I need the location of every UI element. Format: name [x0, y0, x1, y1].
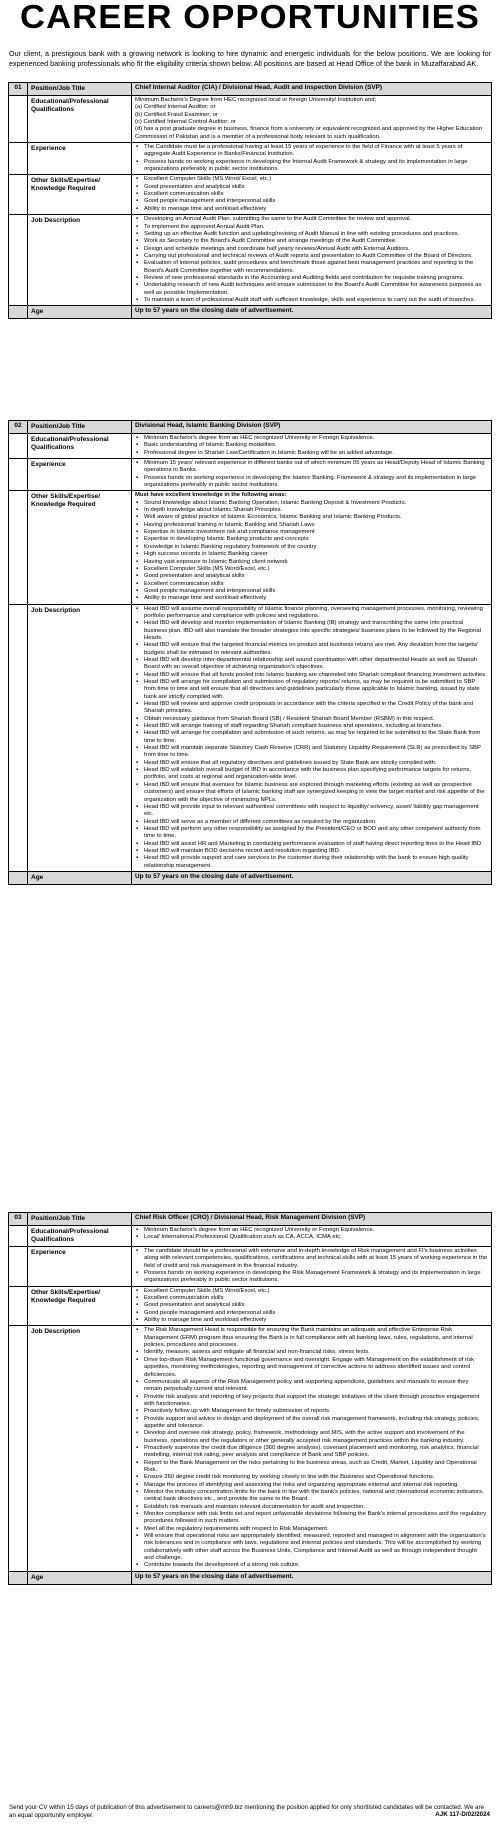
- bullet-item: ▪ Ability to manage time and workload effectively: [144, 206, 488, 213]
- bullet-item: ▪ Provide support and advice in design and deployment of the overall risk management framework, including risk strategy, policies, appetite and tolerance.: [144, 1416, 488, 1431]
- bullet-item: ▪ The candidate should be a professional with extensive and in-depth knowledge of Risk management and FI's business activities along with relevant competencies, qualifications, certifications and technical skills with at least 15 years of working experience in the field of credit and risk management in the financial industry.: [144, 1248, 488, 1270]
- education-row-value: [132, 434, 491, 458]
- bullet-item: ▪ Evaluation of internal policies, audit procedures and benchmark those against best management practices and reporting to the Board's Audit Committee together with recommendations.: [144, 260, 488, 275]
- education-row-label: Educational/Professional Qualifications: [28, 1226, 132, 1246]
- education-row-value: [132, 96, 491, 142]
- bullet-item: ▪ Possess hands on working experience in developing the Islamic Banking. Framework & strategy and its implementation in large organizations preferably in public sector institutions.: [144, 475, 488, 490]
- bullet-item: ▪ Head IBD will review and approve credit proposals in accordance with the criteria specified in the Credit Policy of the bank and Shariah principles.: [144, 701, 488, 716]
- other-skills-row: [8, 175, 492, 215]
- bullet-item: ▪ The Risk Management Head is responsible for ensuring the Bank maintains an adequate and effective Enterprise Risk Management (ERM) program thus ensuring the Bank is in full compliance with all banking laws, rules, regulations, and internal policies, procedures and processes.: [144, 1327, 488, 1349]
- bullet-item: ▪ Head IBD will arrange training of staff regarding Shariah compliant business and operations, including at branches.: [144, 723, 488, 730]
- bullet-item: ▪ Manage the process of identifying and assessing the risks and organizing appropriate external and internal risk reporting.: [144, 1482, 488, 1489]
- bullet-item: ▪ Meet all the regulatory requirements with respect to Risk Management.: [144, 1526, 488, 1533]
- other-skills-row-value: [132, 1287, 491, 1326]
- job-description-row-value: [132, 215, 491, 305]
- job-description-row: [8, 1326, 492, 1571]
- other-skills-heading: Must have excellent knowledge in the following areas:: [135, 492, 287, 499]
- experience-row-value: [132, 1247, 491, 1286]
- bullet-item: ▪ The Candidate must be a professional having at least 15 years of experience in the field of Finance with at least 5 years of aggregate Audit Experience in Banks/Financial Institution.: [144, 144, 488, 159]
- experience-row-label: Experience: [28, 143, 132, 174]
- text-line: (a) Certified Internal Auditor; or: [135, 104, 216, 111]
- education-row-value: [132, 1226, 491, 1246]
- education-row-label: Educational/Professional Qualifications: [28, 434, 132, 458]
- experience-row-label: Experience: [28, 1247, 132, 1286]
- bullet-item: ▪ Review of new professional standards in the Accounting and Auditing fields and contribution for requisite training programs.: [144, 275, 488, 282]
- bullet-item: ▪ Sound knowledge about Islamic Banking Operation, Islamic Banking Deposit & Investment Products.: [144, 500, 488, 507]
- bullet-item: ▪ Expertise in Islamic investment risk and compliance management: [144, 529, 488, 536]
- bullet-item: ▪ Head IBD will develop and monitor implementation of Islamic Banking (IB) strategy and transcribing the same into practical business plan. IBD will also translate the broader strategies into specific strategies/ business plans to be followed by the Regional Heads.: [144, 620, 488, 642]
- bullet-item: ▪ Contribute towards the development of a strong risk culture.: [144, 1562, 488, 1569]
- experience-row-num: [9, 1247, 28, 1286]
- experience-row-label: Experience: [28, 459, 132, 490]
- bullet-item: ▪ Head IBD will assist HR and Marketing in conducting performance evaluation of staff having direct reporting lines to the Head IBD: [144, 841, 488, 848]
- bullet-item: ▪ Well aware of global practice of Islamic Economics, Islamic Banking and Islamic Banking Products.: [144, 514, 488, 521]
- bullet-item: ▪ Report to the Bank Management on the risks pertaining to the business areas, such as Credit, Market, Liquidity and Operational Risk.: [144, 1460, 488, 1475]
- experience-row: [8, 143, 492, 175]
- bullet-item: ▪ Excellent communication skills: [144, 1295, 488, 1302]
- bullet-item: ▪ Good presentation and analytical skills: [144, 184, 488, 191]
- job-description-row-label: Job Description: [28, 605, 132, 871]
- text-line: (d) has a post graduate degree in business, finance from a university or equivalent recognized and approved by the Higher Education Commission of Pakistan and is a member of a professional body relevant to such qualification.: [135, 126, 483, 140]
- experience-row-value: [132, 143, 491, 174]
- bullet-item: ▪ Head IBD will maintain BOD decisions record and resolution regarding IBD.: [144, 848, 488, 855]
- bullet-item: ▪ Proactively supervise the credit due diligence (360 degree analysis), covenant placement and monitoring, risk analytics, financial modelling, internal risk rating, peer analysis and compliance of Bank and SBP policies.: [144, 1445, 488, 1460]
- education-row: [8, 434, 492, 459]
- bullet-item: ▪ Head IBD will provide support and care services to the customer during their relationship with the bank to ensure high quality relationship management.: [144, 855, 488, 870]
- experience-row: [8, 1247, 492, 1287]
- bullet-item: ▪ Head IBD will arrange for compilation and submission of such returns, as may be required to be submitted to the State Bank from time to time.: [144, 730, 488, 745]
- text-line: (c) Certified Internal Control Auditor; or: [135, 119, 236, 126]
- bullet-item: ▪ Will ensure that operational risks are appropriately identified, measured, reported and managed in alignment with the organization's risk tolerances and in compliance with laws, regulations and internal policies and standards. This will be accomplished by working collaboratively with other staff across the Business Units, Compliance and Internal Audit as well as through independent thought and challenge.: [144, 1533, 488, 1562]
- bullet-item: ▪ Good people management and interpersonal skills: [144, 1310, 488, 1317]
- job-description-row: [8, 215, 492, 306]
- age-row: [8, 872, 492, 885]
- age-row-num: [9, 872, 28, 884]
- bullet-item: ▪ Head IBD will ensure that all regulatory directives and guidelines issued by State Bank are strictly complied with.: [144, 760, 488, 767]
- footer-note: Send your CV within 15 days of publication of this advertisement to careers@mh9.biz mentioning the position applied for only shortlisted candidates will be contacted. We are an equal opportunity employer.: [9, 1804, 484, 1819]
- bullet-item: ▪ Head IBD will ensure that the targeted financial metrics on product and business returns are met. Any deviation from the targets/ budgets shall be intimated to relevant authorities.: [144, 642, 488, 657]
- bullet-item: ▪ To maintain a team of professional Audit staff with sufficient knowledge, skills and experience to carry out the audit of branches.: [144, 297, 488, 304]
- position-title-row-label: Position/Job Title: [28, 83, 132, 95]
- bullet-item: ▪ Work as Secretary to the Board's Audit Committee and arrange meetings of the Audit Committee.: [144, 238, 488, 245]
- bullet-item: ▪ Knowledge in Islamic Banking regulatory framework of the country: [144, 544, 488, 551]
- bullet-item: ▪ Minimum Bachelor's degree from an HEC recognized University or Foreign Equivalence.: [144, 1227, 488, 1234]
- bullet-item: ▪ Having vast exposure to Islamic Banking client network: [144, 559, 488, 566]
- bullet-item: ▪ Develop and oversee risk strategy, policy, framework, methodology and MIS, with the active support and involvement of the business, operations and the regulators or other generally accepted risk management practices within the banking industry.: [144, 1430, 488, 1445]
- position-title-row-label: Position/Job Title: [28, 421, 132, 433]
- job-description-row-label: Job Description: [28, 215, 132, 305]
- other-skills-row-value: [132, 491, 491, 603]
- position-title-row-num: 02: [9, 421, 28, 433]
- position-title-row-num: 03: [9, 1213, 28, 1225]
- age-row-value: Up to 57 years on the closing date of advertisement.: [135, 872, 294, 880]
- bullet-item: ▪ Head IBD will assume overall responsibility of Islamic finance planning, overseeing management processes, monitoring, reviewing portfolio performance and compliance with policies and regulations.: [144, 606, 488, 621]
- bullet-item: ▪ Identify, measure, assess and mitigate all financial and non-financial risks, stress tests.: [144, 1349, 488, 1356]
- bullet-item: ▪ Head IBD will arrange for compilation and submission of regulatory reports/ returns, as may be required to be submitted to SBP from time to time and will ensure that all directives and guidelines particularly those applicable to Islamic banking, issued by state bank are strictly complied with.: [144, 679, 488, 701]
- bullet-item: ▪ Obtain necessary guidance from Shariah Board (SB) / Resident Shariah Board Member (RSBM) in this respect.: [144, 716, 488, 723]
- age-row-value: Up to 57 years on the closing date of advertisement.: [135, 1572, 294, 1580]
- job-description-row-num: [9, 1326, 28, 1570]
- bullet-item: ▪ Head IBD will provide input to relevant authorities/ committees with respect to liquidity/ solvency, asset/ liability gap management etc.: [144, 804, 488, 819]
- bullet-item: ▪ Proactively follow up with Management for timely submission of reports.: [144, 1408, 488, 1415]
- bullet-item: ▪ Excellent Computer Skills (MS Word/Excel, etc.): [144, 1288, 488, 1295]
- education-row-num: [9, 434, 28, 458]
- bullet-item: ▪ Good presentation and analytical skills: [144, 573, 488, 580]
- bullet-item: ▪ Monitor the industry concentration limits for the bank in line with the bank's policies, national and international economic indicators, central bank directives etc., and provide the same to the Board.: [144, 1489, 488, 1504]
- bullet-item: ▪ Local/ International Professional Qualification such as CA, ACCA, ICMA etc.: [144, 1234, 488, 1241]
- bullet-item: ▪ Head IBD will perform any other responsibility as assigned by the President/CEO or BOD and any other competent authority from time to time.: [144, 826, 488, 841]
- bullet-item: ▪ Professional degree in Shariah Law/Certification in Islamic Banking will be an added advantage.: [144, 450, 488, 457]
- age-row: [8, 306, 492, 319]
- age-row-value: Up to 57 years on the closing date of advertisement.: [135, 307, 294, 315]
- other-skills-row: [8, 1287, 492, 1327]
- age-row-label: Age: [28, 1572, 132, 1584]
- position-table-01: [8, 82, 492, 319]
- position-title-row-value: Chief Internal Auditor (CIA) / Divisional Head, Audit and Inspection Division (SVP): [135, 84, 383, 91]
- education-row: [8, 96, 492, 143]
- bullet-item: ▪ Excellent communication skills: [144, 191, 488, 198]
- other-skills-row-label: Other Skills/Expertise/ Knowledge Required: [28, 1287, 132, 1326]
- job-description-row-label: Job Description: [28, 1326, 132, 1570]
- bullet-item: ▪ Possess hands on working experience in developing the Risk Management Framework & strategy and its implementation in large organizations preferably in public sector institutions.: [144, 1270, 488, 1285]
- age-row-label: Age: [28, 306, 132, 318]
- bullet-item: ▪ High success records in Islamic Banking career: [144, 551, 488, 558]
- bullet-item: ▪ Having professional training in Islamic Banking and Shariah Laws: [144, 522, 488, 529]
- bullet-item: ▪ Head IBD will serve as a member of different committees as required by the organization.: [144, 819, 488, 826]
- text-line: (b) Certified Fraud Examiner; or: [135, 111, 218, 118]
- other-skills-row-value: [132, 175, 491, 214]
- bullet-item: ▪ Minimum 15 years' relevant experience in different banks out of which minimum 05 years as Head/Deputy Head of Islamic Banking operations in Banks.: [144, 460, 488, 475]
- position-title-row: [8, 82, 492, 96]
- job-description-row-num: [9, 605, 28, 871]
- bullet-item: ▪ Setting up an effective Audit function and updating/revising of Audit Manual in line with existing procedures and practices.: [144, 231, 488, 238]
- age-row: [8, 1572, 492, 1585]
- other-skills-row-label: Other Skills/Expertise/ Knowledge Required: [28, 491, 132, 603]
- bullet-item: ▪ To implement the approved Annual Audit Plan.: [144, 224, 488, 231]
- job-description-row: [8, 605, 492, 872]
- experience-row-value: [132, 459, 491, 490]
- education-row-label: Educational/Professional Qualifications: [28, 96, 132, 142]
- position-table-02: [8, 420, 492, 885]
- job-description-row-value: [132, 1326, 491, 1570]
- bullet-item: ▪ Ability to manage time and workload effectively: [144, 1317, 488, 1324]
- position-title-row: [8, 1212, 492, 1226]
- bullet-item: ▪ Expertise in developing Islamic Banking products and concepts: [144, 536, 488, 543]
- bullet-item: ▪ Head IBD will develop inter-departmental relationship and sound coordination with other departmental Heads as well as Shariah Board with an overall objective of achieving organization's objectives.: [144, 657, 488, 672]
- job-description-row-num: [9, 215, 28, 305]
- bullet-item: ▪ Ensure 360 degree credit risk monitoring by working closely in line with the Business and Operational functions.: [144, 1474, 488, 1481]
- bullet-item: ▪ Monitor compliance with risk limits set and report unfavorable deviations following the Bank's internal procedures and the regulatory procedures followed in such matters.: [144, 1511, 488, 1526]
- text-line: Minimum Bachelor's Degree from HEC recognized local or foreign University/ Institution and;: [135, 97, 377, 103]
- other-skills-row-label: Other Skills/Expertise/ Knowledge Required: [28, 175, 132, 214]
- ad-reference: AJK 117-D/02/2024: [435, 1811, 490, 1818]
- bullet-item: ▪ Good people management and interpersonal skills: [144, 198, 488, 205]
- bullet-item: ▪ Carrying out professional and technical reviews of Audit reports and presentation to Audit Committee of the Board of Directors.: [144, 253, 488, 260]
- age-row-label: Age: [28, 872, 132, 884]
- bullet-item: ▪ In depth knowledge about Islamic Shariah Principles.: [144, 507, 488, 514]
- bullet-item: ▪ Undertaking research of new Audit techniques and ensure submission to the Board's Audit Committee for awareness purposes as well as possible Implementation.: [144, 282, 488, 297]
- bullet-item: ▪ Basic understanding of Islamic Banking modalities.: [144, 442, 488, 449]
- other-skills-row-num: [9, 491, 28, 603]
- education-row-num: [9, 1226, 28, 1246]
- other-skills-row-num: [9, 175, 28, 214]
- other-skills-row: [8, 491, 492, 604]
- bullet-item: ▪ Excellent communication skills: [144, 581, 488, 588]
- position-table-03: [8, 1212, 492, 1585]
- bullet-item: ▪ Excellent Computer Skills (MS Word/Excel, etc.): [144, 566, 488, 573]
- education-row-num: [9, 96, 28, 142]
- bullet-item: ▪ Possess hands on working experience in developing the Internal Audit Framework & strategy and its implementation in large organizations preferably in public sector institutions.: [144, 159, 488, 174]
- bullet-item: ▪ Ability to manage time and workload effectively: [144, 595, 488, 602]
- position-title-row: [8, 420, 492, 434]
- page-title: CAREER OPPORTUNITIES: [20, 0, 480, 35]
- bullet-item: ▪ Establish risk manuals and maintain relevant documentation for audit and inspection.: [144, 1504, 488, 1511]
- bullet-item: ▪ Provide risk analysis and reporting of key projects that support the strategic initiatives of the client through proactive engagement with functionaries.: [144, 1394, 488, 1409]
- bullet-item: ▪ Good presentation and analytical skills: [144, 1302, 488, 1309]
- age-row-num: [9, 1572, 28, 1584]
- bullet-item: ▪ Developing an Annual Audit Plan, submitting the same to the Audit Committee for review and approval.: [144, 216, 488, 223]
- bullet-item: ▪ Good people management and interpersonal skills: [144, 588, 488, 595]
- bullet-item: ▪ Drive top-down Risk Management functional governance and oversight. Engage with Management on the establishment of risk appetites, monitoring methodologies, reporting and management of corrective actions to address identified issues and control deficiencies.: [144, 1357, 488, 1379]
- age-row-num: [9, 306, 28, 318]
- position-title-row-value: Chief Risk Officer (CRO) / Divisional Head, Risk Management Division (SVP): [135, 1214, 366, 1221]
- intro-paragraph: Our client, a prestigious bank with a growing network is looking to hire dynamic and energetic individuals for the below positions. We are looking for experienced banking professionals who fit the eligibility criteria shown below. All positions are based at Head Office of the bank in Muzaffarabad AK.: [9, 49, 491, 68]
- education-row: [8, 1226, 492, 1247]
- position-title-row-label: Position/Job Title: [28, 1213, 132, 1225]
- bullet-item: ▪ Head IBD will ensure that avenues for Islamic business are explored through marketing efforts (existing as well as prospective customers) and ensure that efforts of Islamic banking staff are synergized keeping in view the target market and risk appetite of the organization with the objective of minimizing NPLs.: [144, 782, 488, 804]
- position-title-row-value: Divisional Head, Islamic Banking Division (SVP): [135, 422, 281, 429]
- bullet-item: ▪ Head IBD will ensure that all funds pooled into Islamic banking are channeled into Shariah compliant financing investment activities.: [144, 672, 488, 679]
- bullet-item: ▪ Minimum Bachelor's degree from an HEC recognized University or Foreign Equivalence.: [144, 435, 488, 442]
- bullet-item: ▪ Head IBD will establish overall budget of IBD in accordance with the business plan specifying performance targets for returns, portfolio, and costs at regional and organization-wide level.: [144, 767, 488, 782]
- bullet-item: ▪ Design and schedule meetings and coordinate half yearly reviews/Annual Audit with External Auditors.: [144, 246, 488, 253]
- position-title-row-num: 01: [9, 83, 28, 95]
- other-skills-row-num: [9, 1287, 28, 1326]
- bullet-item: ▪ Head IBD will maintain separate Statutory Cash Reserve (CRR) and Statutory Liquidity Requirement (SLR) as prescribed by SBP from time to time.: [144, 745, 488, 760]
- job-description-row-value: [132, 605, 491, 871]
- experience-row-num: [9, 459, 28, 490]
- experience-row: [8, 459, 492, 491]
- bullet-item: ▪ Excellent Computer Skills (MS Word/ Excel, etc.): [144, 176, 488, 183]
- bullet-item: ▪ Communicate all aspects of the Risk Management policy and supporting appendices, guidelines and manuals to ensure they remain perpetually current and relevant.: [144, 1379, 488, 1394]
- experience-row-num: [9, 143, 28, 174]
